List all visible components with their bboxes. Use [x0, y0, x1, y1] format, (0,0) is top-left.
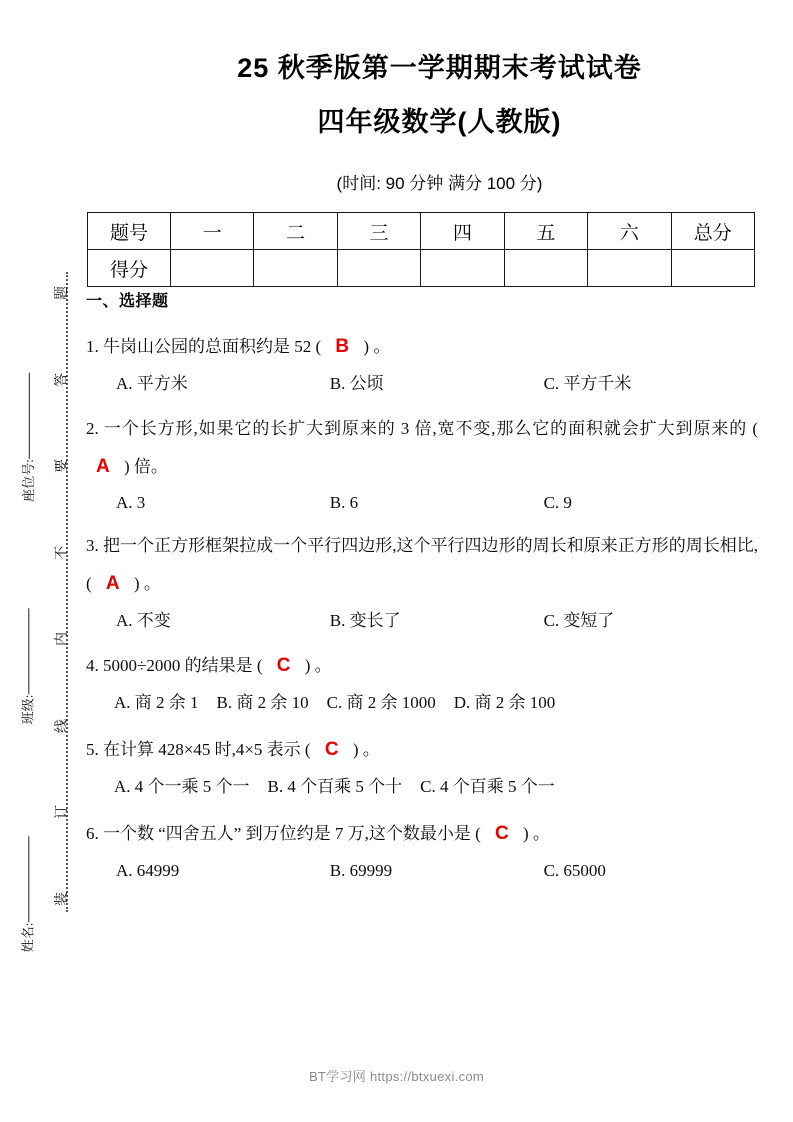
question-text-tail: ) 。	[363, 337, 391, 356]
seal-notice-char: 题	[55, 286, 70, 300]
score-table-cell: 四	[421, 213, 504, 250]
name-field[interactable]	[22, 835, 35, 953]
answer-mark[interactable]: A	[105, 573, 120, 595]
option-c[interactable]: C. 9	[543, 493, 572, 513]
question-number: 6.	[86, 823, 99, 843]
score-entry-cell[interactable]	[171, 250, 254, 287]
seal-notice-char: 答	[55, 372, 70, 387]
question-options	[86, 486, 758, 520]
question-item	[86, 327, 758, 401]
question-text: 把一个正方形框架拉成一个平行四边形,这个平行四边形的周长和原来正方形的周长相比, (	[86, 536, 759, 594]
question-number: 1.	[86, 337, 99, 356]
option-c[interactable]: C. 65000	[543, 860, 606, 880]
seal-notice-char: 线	[55, 718, 70, 733]
option-b[interactable]: B. 公顷	[329, 373, 384, 393]
question-text-tail: ) 倍。	[123, 456, 168, 476]
option-a[interactable]: A. 平方米	[116, 373, 188, 393]
answer-mark[interactable]: B	[335, 336, 350, 357]
question-number: 5.	[86, 739, 99, 759]
question-stem	[86, 646, 758, 686]
question-item	[86, 814, 758, 888]
score-table	[87, 212, 755, 287]
seal-notice-vertical-text	[48, 286, 78, 906]
page-subtitle: 四年级数学(人教版)	[317, 107, 562, 138]
seal-notice-char: 要	[55, 459, 70, 474]
score-table-cell: 总分	[671, 213, 754, 250]
option-b[interactable]: B. 商 2 余 10	[216, 692, 309, 712]
seat-number-rule	[27, 373, 29, 459]
question-item	[86, 730, 758, 804]
score-entry-cell[interactable]	[337, 250, 420, 287]
question-stem	[86, 814, 758, 854]
seal-notice-char: 不	[55, 545, 70, 560]
exam-paper-body	[86, 0, 793, 1122]
class-rule	[27, 608, 29, 694]
option-c[interactable]: C. 变短了	[543, 611, 615, 631]
question-text: 一个长方形,如果它的长扩大到原来的 3 倍,宽不变,那么它的面积就会扩大到原来的 (	[103, 418, 758, 438]
seat-number-field[interactable]	[22, 371, 35, 502]
question-options	[86, 854, 758, 888]
seal-notice-char: 订	[55, 805, 70, 820]
page-title: 25 秋季版第一学期期末考试试卷	[237, 53, 642, 83]
question-text: 在计算 428×45 时,4×5 表示 (	[103, 739, 311, 759]
score-entry-cell[interactable]	[254, 250, 337, 287]
exam-duration-score-note: (时间: 90 分钟 满分 100 分)	[336, 173, 543, 193]
score-entry-cell[interactable]	[588, 250, 671, 287]
name-label: 姓名:	[20, 922, 36, 953]
option-b[interactable]: B. 6	[329, 493, 359, 513]
question-item	[86, 646, 758, 720]
score-table-cell: 六	[588, 213, 671, 250]
question-options	[86, 604, 758, 638]
seat-number-label: 座位号:	[20, 459, 36, 502]
table-row	[88, 213, 755, 250]
seal-notice-char: 装	[55, 891, 70, 906]
question-number: 4.	[86, 656, 99, 676]
option-d[interactable]: D. 商 2 余 100	[453, 692, 556, 712]
score-table-row-header: 题号	[88, 213, 171, 250]
seal-notice-char: 内	[55, 632, 70, 647]
score-table-cell: 三	[337, 213, 420, 250]
class-field[interactable]	[22, 606, 35, 724]
question-options	[86, 367, 758, 401]
section-heading-multiple-choice: 一、选择题	[86, 293, 169, 310]
name-rule	[27, 837, 29, 923]
option-a[interactable]: A. 3	[116, 493, 146, 513]
question-text-tail: ) 。	[352, 739, 380, 759]
question-item	[86, 411, 758, 521]
question-text: 一个数 “四舍五人” 到万位约是 7 万,这个数最小是 (	[103, 823, 481, 843]
question-options	[86, 686, 758, 720]
score-entry-cell[interactable]	[504, 250, 587, 287]
answer-mark[interactable]: C	[324, 738, 339, 760]
question-text: 牛岗山公园的总面积约是 52 (	[103, 337, 322, 356]
score-table-cell: 二	[254, 213, 337, 250]
score-table-cell: 五	[504, 213, 587, 250]
option-a[interactable]: A. 64999	[116, 860, 180, 880]
option-a[interactable]: A. 不变	[116, 611, 171, 631]
score-entry-cell[interactable]	[671, 250, 754, 287]
answer-mark[interactable]: C	[276, 655, 291, 677]
question-text: 5000÷2000 的结果是 (	[103, 656, 263, 676]
question-item	[86, 528, 758, 638]
student-info-fields	[10, 430, 46, 953]
answer-mark[interactable]: C	[495, 822, 509, 844]
seal-binding-column	[0, 0, 86, 1122]
question-stem	[86, 327, 758, 367]
score-table-row-header: 得分	[88, 250, 171, 287]
score-table-cell: 一	[171, 213, 254, 250]
question-text-tail: ) 。	[523, 823, 550, 843]
questions-section	[86, 288, 758, 888]
question-number: 2.	[86, 418, 99, 438]
option-a[interactable]: A. 4 个一乘 5 个一	[114, 776, 250, 796]
question-stem	[86, 411, 758, 487]
question-stem	[86, 730, 758, 770]
footer-watermark: BT学习网 https://btxuexi.com	[308, 1069, 485, 1084]
question-stem	[86, 528, 758, 604]
option-b[interactable]: B. 变长了	[329, 611, 401, 631]
option-b[interactable]: B. 69999	[329, 860, 393, 880]
option-c[interactable]: C. 平方千米	[543, 373, 632, 393]
score-entry-cell[interactable]	[421, 250, 504, 287]
option-b[interactable]: B. 4 个百乘 5 个十	[267, 776, 403, 796]
table-row	[88, 250, 755, 287]
option-c[interactable]: C. 4 个百乘 5 个一	[420, 776, 555, 796]
question-text-tail: ) 。	[133, 574, 161, 594]
class-label: 班级:	[20, 694, 36, 724]
option-c[interactable]: C. 商 2 余 1000	[326, 692, 436, 712]
question-number: 3.	[86, 536, 99, 556]
option-a[interactable]: A. 商 2 余 1	[114, 692, 199, 712]
question-text-tail: ) 。	[304, 656, 332, 676]
question-options	[86, 770, 758, 804]
answer-mark[interactable]: A	[96, 455, 110, 477]
